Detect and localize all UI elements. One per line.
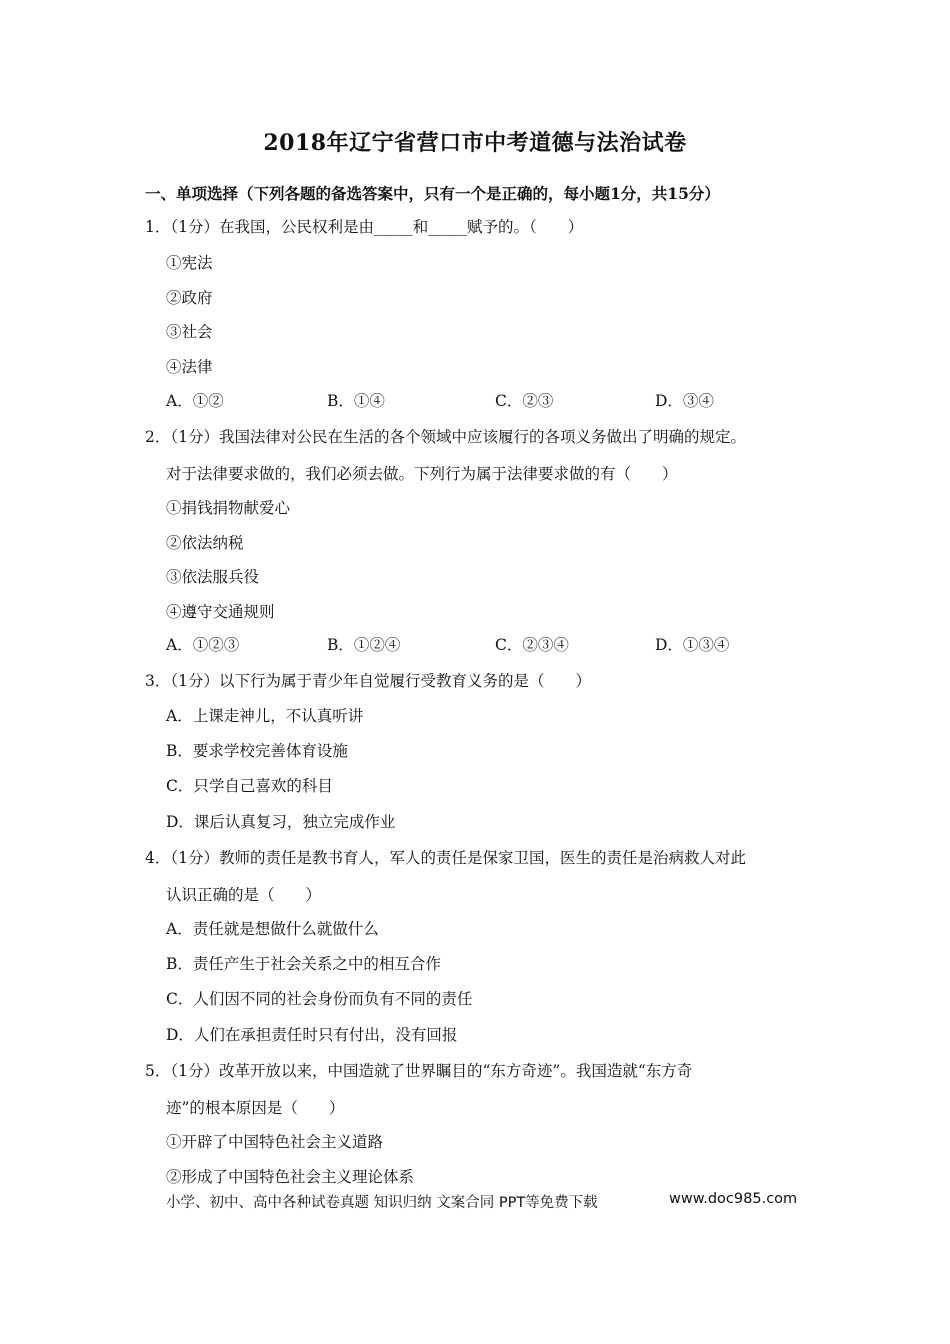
q1-option-a: A．①② bbox=[166, 392, 224, 410]
q1-option-c: C．②③ bbox=[495, 392, 554, 410]
q1-option-b: B．①④ bbox=[327, 392, 385, 410]
page-title: 2018年辽宁省营口市中考道德与法治试卷 bbox=[263, 130, 687, 156]
q5-stem-line1: 5．（1分）改革开放以来，中国造就了世界瞩目的“东方奇迹”。我国造就“东方奇 bbox=[145, 1062, 693, 1080]
q1-item-2: ②政府 bbox=[166, 289, 213, 307]
q4-option-d: D．人们在承担责任时只有付出，没有回报 bbox=[166, 1026, 458, 1044]
q2-item-3: ③依法服兵役 bbox=[166, 568, 260, 586]
q1-item-4: ④法律 bbox=[166, 358, 213, 376]
q5-item-2: ②形成了中国特色社会主义理论体系 bbox=[166, 1168, 415, 1186]
q2-stem-line2: 对于法律要求做的，我们必须去做。下列行为属于法律要求做的有（ ） bbox=[166, 465, 678, 483]
q4-stem-line1: 4．（1分）教师的责任是教书育人，军人的责任是保家卫国，医生的责任是治病救人对此 bbox=[145, 849, 746, 867]
q2-option-a: A．①②③ bbox=[166, 636, 240, 654]
q5-item-1: ①开辟了中国特色社会主义道路 bbox=[166, 1133, 384, 1151]
footer-text: 小学、初中、高中各种试卷真题 知识归纳 文案合同 PPT等免费下载 bbox=[166, 1195, 598, 1211]
q3-option-c: C．只学自己喜欢的科目 bbox=[166, 777, 333, 795]
q4-stem-line2: 认识正确的是（ ） bbox=[166, 886, 322, 904]
q2-option-b: B．①②④ bbox=[327, 636, 401, 654]
q3-option-a: A．上课走神儿，不认真听讲 bbox=[166, 707, 364, 725]
q1-stem: 1．（1分）在我国，公民权利是由_____和_____赋予的。（ ） bbox=[145, 218, 584, 236]
q3-option-d: D．课后认真复习，独立完成作业 bbox=[166, 813, 396, 831]
q3-option-b: B．要求学校完善体育设施 bbox=[166, 742, 348, 760]
q4-option-b: B．责任产生于社会关系之中的相互合作 bbox=[166, 955, 441, 973]
q2-item-4: ④遵守交通规则 bbox=[166, 603, 275, 621]
q1-item-1: ①宪法 bbox=[166, 254, 213, 272]
q4-option-a: A．责任就是想做什么就做什么 bbox=[166, 920, 379, 938]
q1-item-3: ③社会 bbox=[166, 323, 213, 341]
q3-stem: 3．（1分）以下行为属于青少年自觉履行受教育义务的是（ ） bbox=[145, 672, 591, 690]
q4-option-c: C．人们因不同的社会身份而负有不同的责任 bbox=[166, 990, 473, 1008]
q1-option-d: D．③④ bbox=[655, 392, 714, 410]
q5-stem-line2: 迹”的根本原因是（ ） bbox=[166, 1099, 345, 1117]
q2-item-2: ②依法纳税 bbox=[166, 534, 244, 552]
q2-option-d: D．①③④ bbox=[655, 636, 730, 654]
section-heading: 一、单项选择（下列各题的备选答案中，只有一个是正确的，每小题1分，共15分） bbox=[145, 184, 720, 203]
footer-site-link[interactable]: www.doc985.com bbox=[669, 1191, 798, 1207]
q2-option-c: C．②③④ bbox=[495, 636, 569, 654]
footer bbox=[166, 1191, 798, 1212]
q2-item-1: ①捐钱捐物献爱心 bbox=[166, 499, 291, 517]
q2-stem-line1: 2．（1分）我国法律对公民在生活的各个领域中应该履行的各项义务做出了明确的规定。 bbox=[145, 428, 746, 446]
